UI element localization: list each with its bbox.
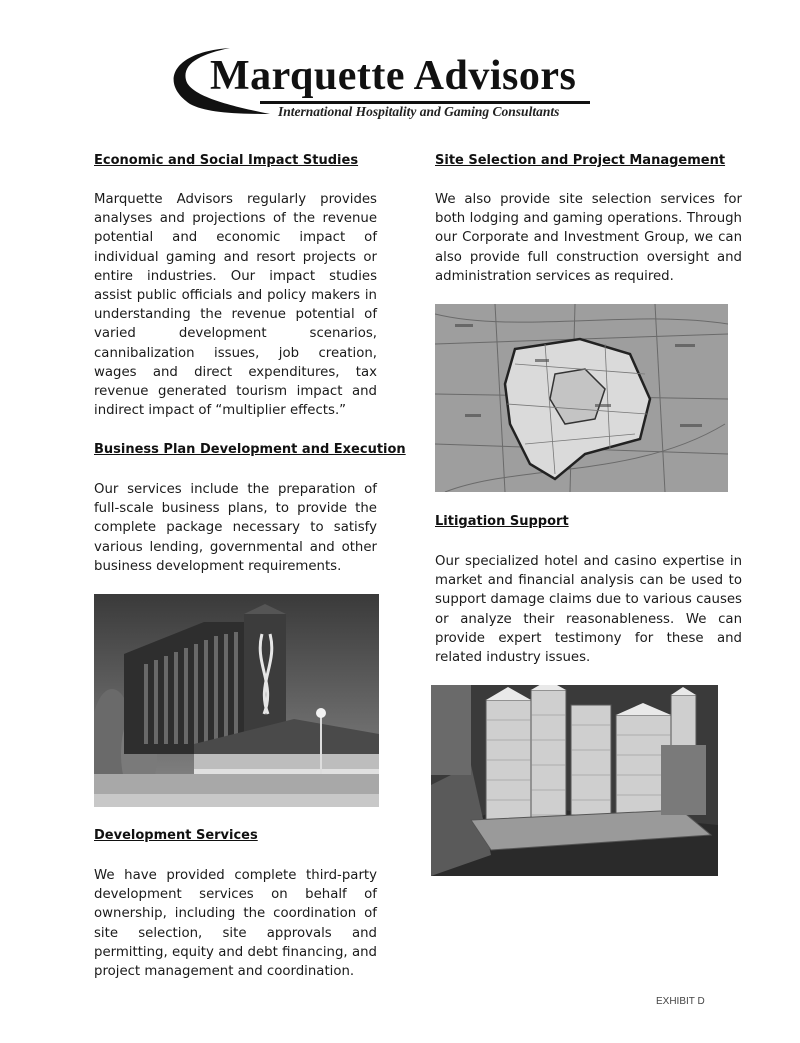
heading-site-selection: Site Selection and Project Management	[435, 153, 726, 168]
logo-tagline: International Hospitality and Gaming Consultants	[278, 104, 560, 119]
heading-development-services: Development Services	[94, 828, 258, 843]
paragraph-litigation-support: Our specialized hotel and casino expertise in market and financial analysis can be used to support damage claims due to various causes or analyze their reasonableness. We can provide expert testimony for these and related industry issues.	[435, 554, 742, 666]
casino-resort-photo	[94, 594, 379, 807]
heading-economic-impact: Economic and Social Impact Studies	[94, 153, 359, 168]
regional-map-image	[435, 304, 728, 492]
paragraph-development-services: We have provided complete third-party development services on behalf of ownership, including the coordination of site selection, site approvals and permitting, equity and debt financing, and project management and coordination.	[94, 868, 377, 980]
heading-litigation-support: Litigation Support	[435, 514, 569, 529]
logo-name: Marquette Advisors	[210, 53, 577, 99]
development-rendering-image	[431, 685, 718, 876]
paragraph-economic-impact: Marquette Advisors regularly provides analyses and projections of the revenue potential and economic impact of individual gaming and resort projects or entire industries. Our impact studies assist public officials and policy makers in understanding the revenue potential of varied development scenarios, cannibalization issues, job creation, wages and direct expenditures, tax revenue generated tourism impact and indirect impact of “multiplier effects.”	[94, 192, 377, 419]
paragraph-site-selection: We also provide site selection services for both lodging and gaming operations. Through our Corporate and Investment Group, we can also provide full construction oversight and administration services as required.	[435, 192, 742, 284]
exhibit-label: EXHIBIT D	[656, 996, 705, 1007]
company-logo	[160, 44, 600, 124]
heading-business-plan: Business Plan Development and Execution	[94, 442, 406, 457]
paragraph-business-plan: Our services include the preparation of full-scale business plans, to provide the complete package necessary to satisfy various lending, governmental and other business development requirements.	[94, 482, 377, 574]
